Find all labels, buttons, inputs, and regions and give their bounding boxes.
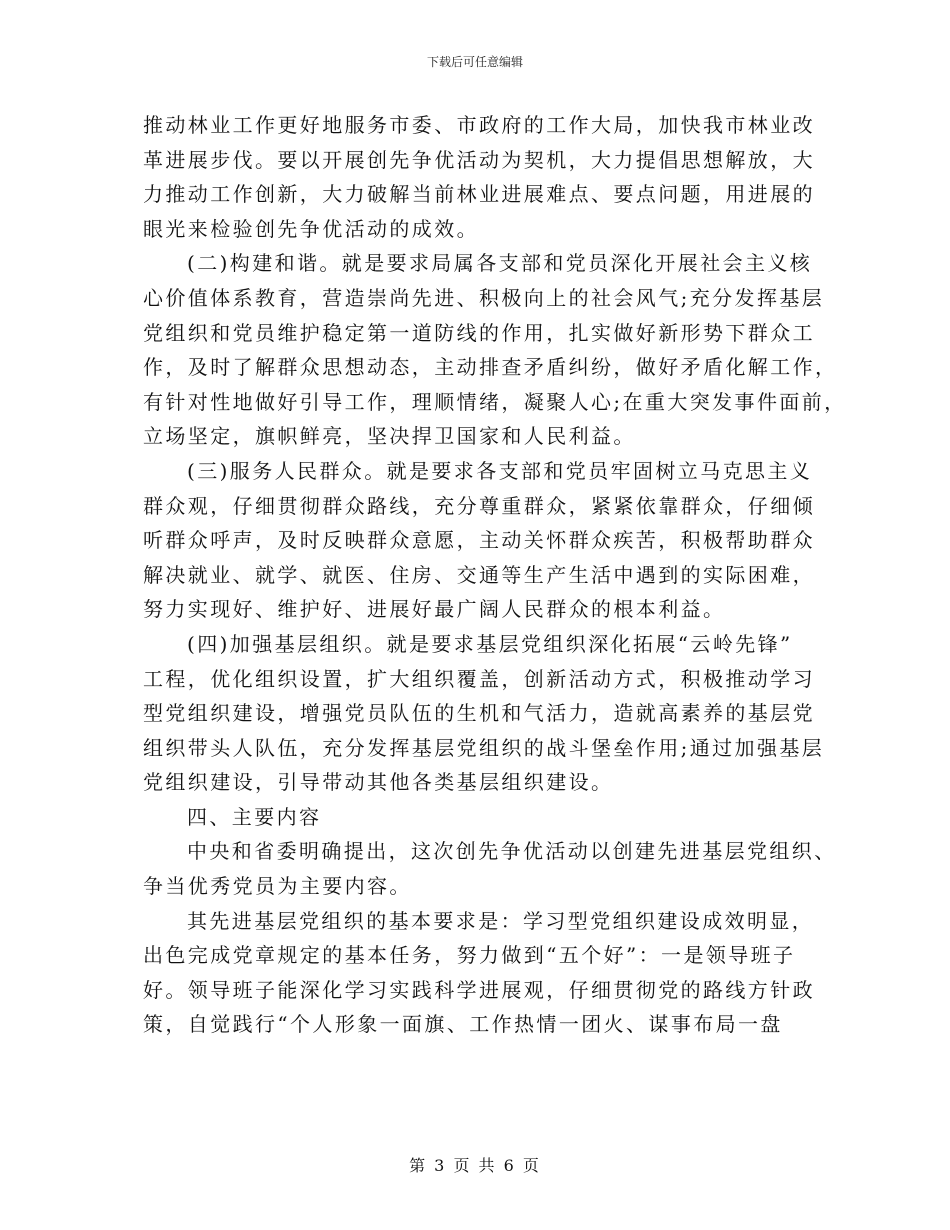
text-line: 党组织和党员维护稳定第一道防线的作用，扎实做好新形势下群众工 — [143, 320, 815, 345]
paragraph-start-line: 其先进基层党组织的基本要求是：学习型党组织建设成效明显， — [187, 908, 815, 933]
text-line: 型党组织建设，增强党员队伍的生机和气活力，造就高素养的基层党 — [143, 701, 815, 726]
section-heading: 四、主要内容 — [187, 804, 322, 829]
text-line: 工程，优化组织设置，扩大组织覆盖，创新活动方式，积极推动学习 — [143, 666, 815, 691]
text-line: 立场坚定，旗帜鲜亮，坚决捍卫国家和人民利益。 — [143, 424, 636, 449]
text-line: 推动林业工作更好地服务市委、市政府的工作大局，加快我市林业改 — [143, 113, 815, 137]
text-line: 革进展步伐。要以开展创先争优活动为契机，大力提倡思想解放，大 — [143, 147, 815, 172]
paragraph-start-line: 中央和省委明确提出，这次创先争优活动以创建先进基层党组织、 — [187, 839, 837, 864]
text-line: 群众观，仔细贯彻群众路线，充分尊重群众，紧紧依靠群众，仔细倾 — [143, 493, 815, 518]
text-line: 出色完成党章规定的基本任务，努力做到“五个好”：一是领导班子 — [143, 943, 796, 968]
text-line: 有针对性地做好引导工作，理顺情绪，凝聚人心;在重大突发事件面前， — [143, 389, 847, 414]
paragraph-start-line: (三)服务人民群众。就是要求各支部和党员牢固树立马克思主义 — [187, 458, 813, 483]
document-body — [143, 108, 847, 1042]
text-line: 党组织建设，引导带动其他各类基层组织建设。 — [143, 770, 614, 795]
text-line: 策，自觉践行“个人形象一面旗、工作热情一团火、谋事布局一盘 — [143, 1012, 783, 1037]
page-header-note: 下载后可任意编辑 — [426, 55, 523, 69]
text-line: 解决就业、就学、就医、住房、交通等生产生活中遇到的实际困难， — [143, 562, 815, 587]
text-line: 争当优秀党员为主要内容。 — [143, 874, 412, 899]
text-line: 心价值体系教育，营造崇尚先进、积极向上的社会风气;充分发挥基层 — [143, 285, 825, 310]
text-line: 好。领导班子能深化学习实践科学进展观，仔细贯彻党的路线方针政 — [143, 977, 815, 1002]
paragraph-start-line: (二)构建和谐。就是要求局属各支部和党员深化开展社会主义核 — [187, 251, 813, 276]
text-line: 努力实现好、维护好、进展好最广阔人民群众的根本利益。 — [143, 597, 726, 622]
text-line: 眼光来检验创先争优活动的成效。 — [143, 216, 479, 241]
text-line: 听群众呼声，及时反映群众意愿，主动关怀群众疾苦，积极帮助群众 — [143, 528, 815, 553]
page-number: 第 3 页 共 6 页 — [409, 1156, 541, 1175]
text-line: 力推动工作创新，大力破解当前林业进展难点、要点问题，用进展的 — [143, 182, 815, 207]
text-line: 组织带头人队伍，充分发挥基层党组织的战斗堡垒作用;通过加强基层 — [143, 735, 825, 760]
paragraph-start-line: (四)加强基层组织。就是要求基层党组织深化拓展“云岭先锋” — [187, 631, 793, 656]
text-line: 作，及时了解群众思想动态，主动排查矛盾纠纷，做好矛盾化解工作， — [143, 355, 838, 380]
